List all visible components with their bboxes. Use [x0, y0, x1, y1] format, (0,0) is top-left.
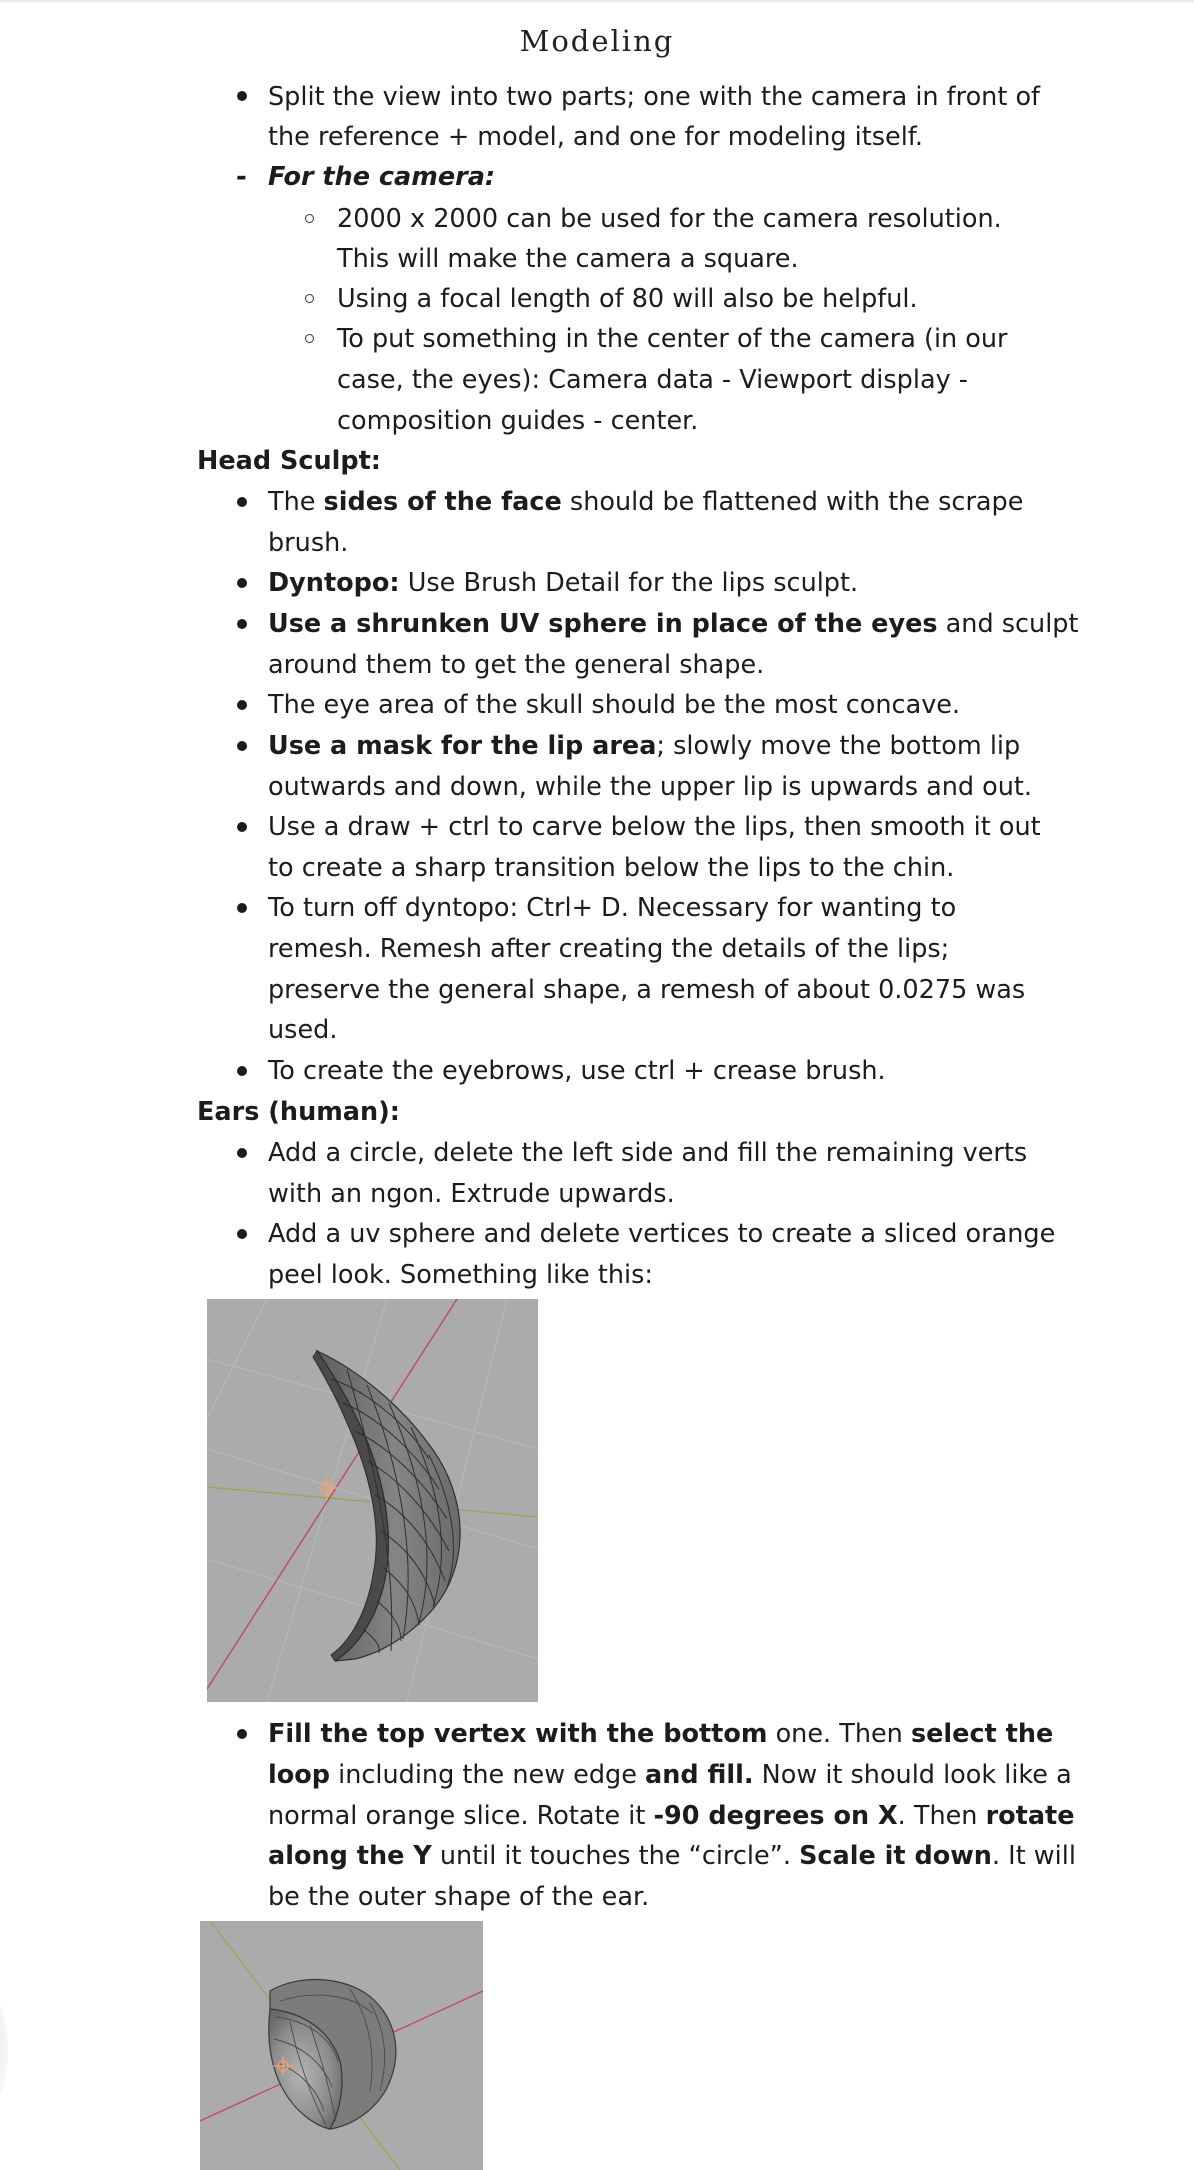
- page-top-shadow: [0, 0, 1194, 4]
- bold-run: Scale it down: [799, 1841, 992, 1871]
- head-item-7-line-1: To turn off dyntopo: Ctrl+ D. Necessary for wanting to: [268, 893, 957, 923]
- fill-line-4: [268, 1836, 1076, 1876]
- ear-shape-render: [200, 1921, 483, 2170]
- bullet-dot: [237, 903, 247, 913]
- text-run: including the new edge: [330, 1760, 646, 1790]
- head-item-1-line-1: [268, 482, 1023, 522]
- head-sculpt-heading: Head Sculpt:: [197, 446, 381, 476]
- fill-line-3: [268, 1796, 1075, 1836]
- camera-sub-1-line-1: 2000 x 2000 can be used for the camera resolution.: [337, 204, 1002, 234]
- text-run: . Then: [897, 1801, 986, 1831]
- camera-bullet-line-2: the reference + model, and one for modeling itself.: [268, 122, 924, 152]
- head-item-5-line-1: [268, 726, 1020, 766]
- orange-peel-image: [207, 1299, 538, 1702]
- orange-peel-render: [207, 1299, 538, 1702]
- origin-gizmo: [315, 1476, 339, 1500]
- bullet-dot: [237, 822, 247, 832]
- sub-bullet-circle: [305, 214, 314, 223]
- text-run: ; slowly move the bottom lip: [656, 731, 1021, 761]
- text-run: The: [268, 487, 324, 517]
- text-run: Use Brush Detail for the lips sculpt.: [399, 568, 859, 598]
- bold-run: select the: [910, 1719, 1054, 1749]
- bullet-dot: [237, 1066, 247, 1076]
- bold-run: Use a mask for the lip area: [268, 731, 657, 761]
- text-run: . It will: [991, 1841, 1076, 1871]
- ears-heading: Ears (human):: [197, 1097, 401, 1127]
- head-item-7-line-4: used.: [268, 1015, 338, 1045]
- text-run: until it touches the “circle”.: [431, 1841, 800, 1871]
- ear-shape-image: [200, 1921, 483, 2170]
- camera-sub-2-line-1: Using a focal length of 80 will also be helpful.: [337, 284, 918, 314]
- text-run: and sculpt: [937, 609, 1079, 639]
- bold-run: -90 degrees on X: [653, 1801, 898, 1831]
- fill-line-1: [268, 1714, 1053, 1754]
- camera-sub-3-line-2: [337, 360, 968, 400]
- bullet-dot: [237, 619, 247, 629]
- dash-marker: -: [236, 162, 247, 192]
- document-title: Modeling: [519, 24, 675, 58]
- head-item-4-line-1: The eye area of the skull should be the most concave.: [268, 690, 961, 720]
- text-run: Now it should look like a: [753, 1760, 1072, 1790]
- bold-run: and fill.: [645, 1760, 754, 1790]
- text-run: normal orange slice. Rotate it: [268, 1801, 654, 1831]
- text-run: one. Then: [767, 1719, 911, 1749]
- bold-run: along the Y: [268, 1841, 432, 1871]
- bold-run: Use a shrunken UV sphere in place of the eyes: [268, 609, 938, 639]
- text-run: should be flattened with the scrape: [561, 487, 1024, 517]
- sub-bullet-circle: [305, 294, 314, 303]
- head-item-5-line-2: outwards and down, while the upper lip is upwards and out.: [268, 772, 1033, 802]
- bold-run: sides of the face: [323, 487, 562, 517]
- head-item-6-line-1: Use a draw + ctrl to carve below the lips, then smooth it out: [268, 812, 1041, 842]
- ears-item-2-line-2: peel look. Something like this:: [268, 1260, 653, 1290]
- bullet-dot: [237, 578, 247, 588]
- head-item-7-line-3: preserve the general shape, a remesh of about 0.0275 was: [268, 975, 1026, 1005]
- head-item-7-line-2: remesh. Remesh after creating the details of the lips;: [268, 934, 950, 964]
- bullet-dot: [237, 497, 247, 507]
- fill-line-2: [268, 1755, 1072, 1795]
- ears-item-2-line-1: Add a uv sphere and delete vertices to create a sliced orange: [268, 1219, 1056, 1249]
- bullet-dot: [237, 700, 247, 710]
- head-item-1-line-2: brush.: [268, 528, 349, 558]
- camera-sub-3-text: case, the eyes):: [337, 365, 541, 395]
- bullet-dot: [237, 1148, 247, 1158]
- bullet-dot: [237, 1729, 247, 1739]
- head-item-6-line-2: to create a sharp transition below the lips to the chin.: [268, 853, 955, 883]
- bold-run: rotate: [985, 1801, 1075, 1831]
- head-item-3-line-2: around them to get the general shape.: [268, 650, 765, 680]
- bullet-dot: [237, 1229, 247, 1239]
- head-item-8-line-1: To create the eyebrows, use ctrl + crease brush.: [268, 1056, 886, 1086]
- camera-sub-3-line-1: To put something in the center of the camera (in our: [337, 324, 1008, 354]
- sub-bullet-circle: [305, 334, 314, 343]
- ears-item-1-line-1: Add a circle, delete the left side and fill the remaining verts: [268, 1138, 1028, 1168]
- bullet-dot: [237, 741, 247, 751]
- bold-run: loop: [268, 1760, 331, 1790]
- head-item-2-line-1: [268, 563, 858, 603]
- camera-heading: For the camera:: [268, 162, 496, 192]
- camera-sub-1-line-2: This will make the camera a square.: [337, 244, 799, 274]
- camera-sub-3-path: Camera data - Viewport display -: [548, 365, 968, 395]
- bold-run: Dyntopo:: [268, 568, 400, 598]
- camera-bullet-line-1: Split the view into two parts; one with the camera in front of: [268, 82, 1041, 112]
- camera-sub-3-line-3: composition guides - center.: [337, 406, 699, 436]
- bold-run: Fill the top vertex with the bottom: [268, 1719, 768, 1749]
- bullet-dot: [237, 91, 247, 101]
- page-edge-shadow: [0, 1990, 8, 2110]
- ears-item-1-line-2: with an ngon. Extrude upwards.: [268, 1179, 675, 1209]
- head-item-3-line-1: [268, 604, 1079, 644]
- fill-line-5: be the outer shape of the ear.: [268, 1882, 650, 1912]
